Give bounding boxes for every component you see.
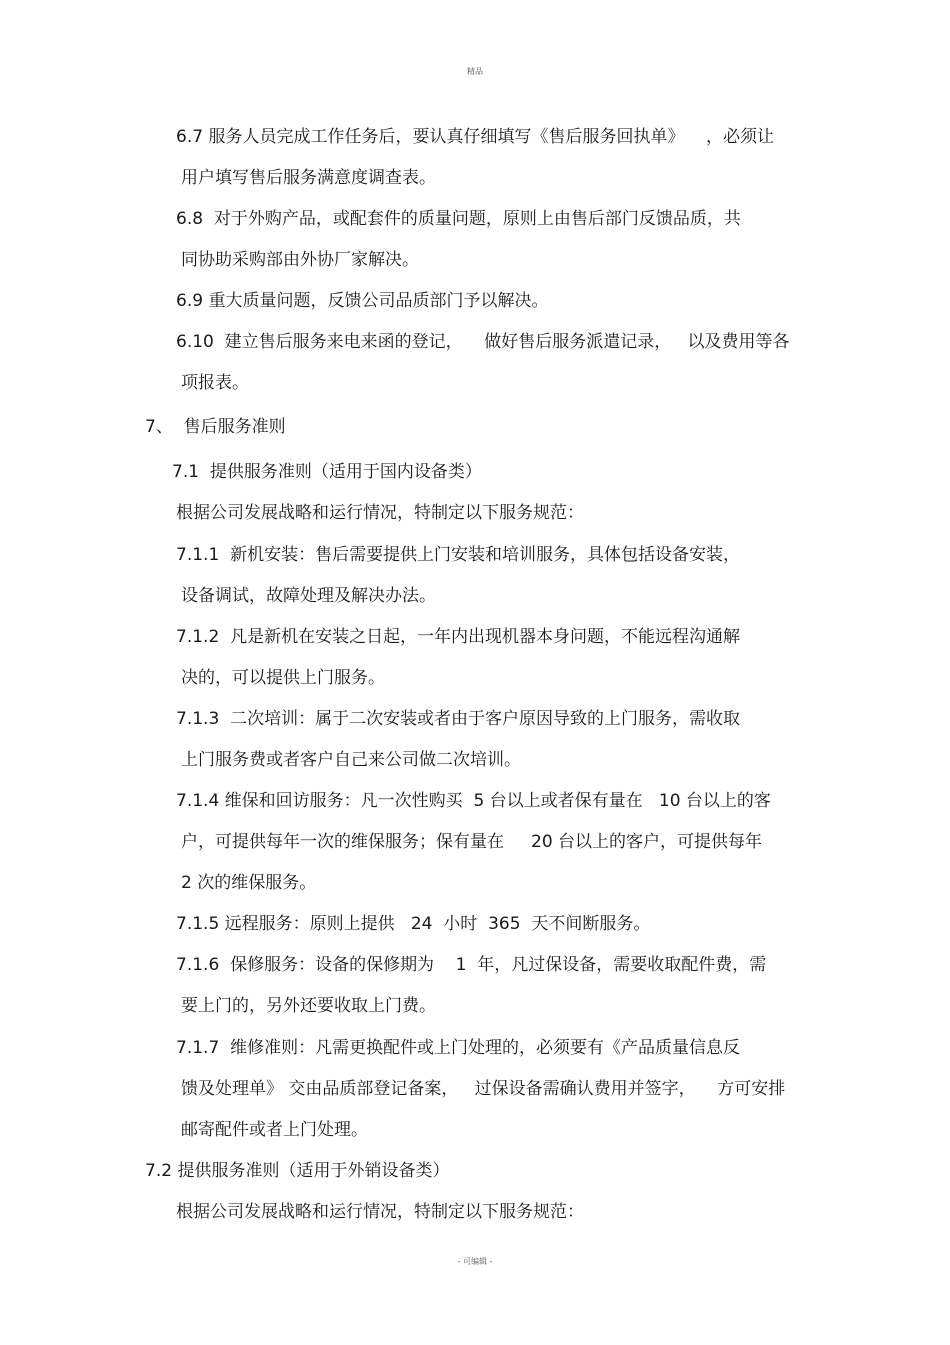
- text-line: 2 次的维保服务。: [181, 873, 317, 893]
- text-line: 项报表。: [181, 373, 249, 393]
- text-line: 6.7 服务人员完成工作任务后，要认真仔细填写《售后服务回执单》 ，必须让: [176, 127, 775, 147]
- text-line: 要上门的，另外还要收取上门费。: [181, 996, 436, 1016]
- text-line: 根据公司发展战略和运行情况，特制定以下服务规范：: [176, 1202, 584, 1222]
- text-line: 馈及处理单》 交由品质部登记备案， 过保设备需确认费用并签字， 方可安排: [181, 1079, 786, 1099]
- text-line: 6.9 重大质量问题，反馈公司品质部门予以解决。: [176, 291, 549, 311]
- text-line: 根据公司发展战略和运行情况，特制定以下服务规范：: [176, 503, 584, 523]
- footer-mark: - 可编辑 -: [457, 1257, 493, 1266]
- section-heading: 7、 售后服务准则: [145, 417, 286, 437]
- text-line: 6.10 建立售后服务来电来函的登记， 做好售后服务派遣记录， 以及费用等各: [176, 332, 790, 352]
- text-line: 用户填写售后服务满意度调查表。: [181, 168, 436, 188]
- subsection-heading: 7.2 提供服务准则（适用于外销设备类）: [145, 1161, 450, 1181]
- text-line: 7.1.1 新机安装：售后需要提供上门安装和培训服务，具体包括设备安装，: [176, 545, 741, 565]
- text-line: 设备调试，故障处理及解决办法。: [181, 586, 436, 606]
- text-line: 7.1.4 维保和回访服务：凡一次性购买 5 台以上或者保有量在 10 台以上的客: [176, 791, 771, 811]
- text-line: 6.8 对于外购产品，或配套件的质量问题，原则上由售后部门反馈品质，共: [176, 209, 741, 229]
- text-line: 上门服务费或者客户自己来公司做二次培训。: [181, 750, 521, 770]
- text-line: 决的，可以提供上门服务。: [181, 668, 385, 688]
- text-line: 户，可提供每年一次的维保服务；保有量在 20 台以上的客户，可提供每年: [181, 832, 763, 852]
- text-line: 7.1.6 保修服务：设备的保修期为 1 年，凡过保设备，需要收取配件费，需: [176, 955, 767, 975]
- text-line: 邮寄配件或者上门处理。: [181, 1120, 368, 1140]
- text-line: 7.1.5 远程服务：原则上提供 24 小时 365 天不间断服务。: [176, 914, 651, 934]
- text-line: 7.1.7 维修准则：凡需更换配件或上门处理的，必须要有《产品质量信息反: [176, 1038, 741, 1058]
- text-line: 同协助采购部由外协厂家解决。: [181, 250, 419, 270]
- text-line: 7.1.2 凡是新机在安装之日起，一年内出现机器本身问题，不能远程沟通解: [176, 627, 741, 647]
- subsection-heading: 7.1 提供服务准则（适用于国内设备类）: [172, 462, 482, 482]
- header-mark: 精品: [467, 67, 483, 76]
- text-line: 7.1.3 二次培训：属于二次安装或者由于客户原因导致的上门服务，需收取: [176, 709, 741, 729]
